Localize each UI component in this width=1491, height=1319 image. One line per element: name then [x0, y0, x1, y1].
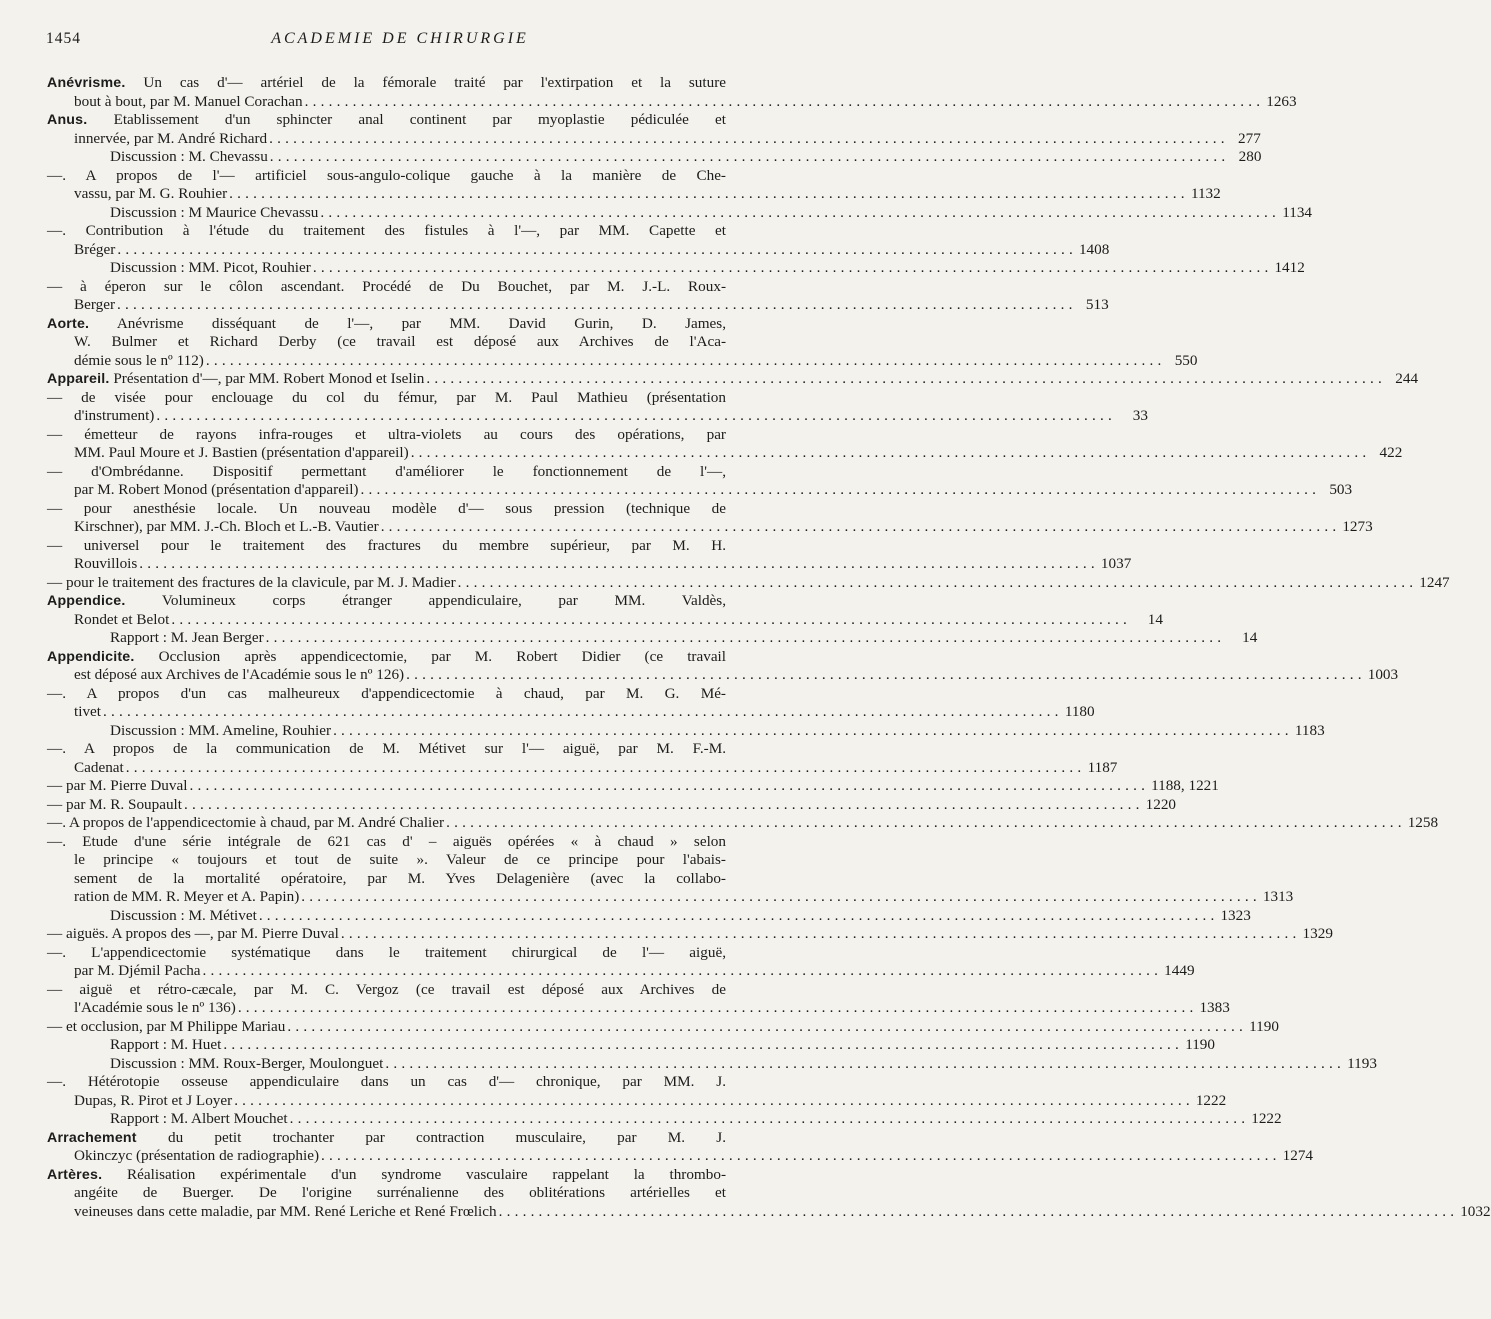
- leader-dots: ........................................................................................................................: [380, 518, 1341, 535]
- page-reference: 14: [1242, 629, 1258, 646]
- entry-line: — aiguë et rétro-cæcale, par M. C. Vergoz (ce travail est déposé aux Archives de: [47, 980, 726, 998]
- leader-dots: ........................................................................................................................: [258, 906, 1219, 924]
- entry-keyword: Appendice.: [47, 593, 126, 609]
- entry-last-line: Kirschner), par MM. J.-Ch. Bloch et L.-B. Vautier: [74, 518, 379, 535]
- page-reference: 280: [1238, 148, 1262, 165]
- index-entry-heading: [47, 314, 1198, 371]
- page-reference: 1134: [1282, 203, 1313, 221]
- leader-dots: ........................................................................................................................: [223, 1036, 1183, 1053]
- entry-line: du petit trochanter par contraction musculaire, par M. J.: [167, 1128, 727, 1146]
- entry-line: —. Contribution à l'étude du traitement des fistules à l'—, par MM. Capette et: [47, 222, 726, 239]
- leader-dots: ........................................................................................................................: [234, 1091, 1194, 1109]
- entry-line: —. Etude d'une série intégrale de 621 cas d' – aiguës opérées « à chaud » selon: [47, 832, 726, 850]
- index-entry-heading: [47, 1165, 1491, 1222]
- page-reference: 1187: [1087, 758, 1118, 776]
- leader-dots: ........................................................................................................................: [287, 1017, 1247, 1035]
- entry-last-line: Discussion : MM. Roux-Berger, Moulonguet: [110, 1054, 384, 1072]
- entry-line: angéite de Buerger. De l'origine surrénalienne des oblitérations artérielles et: [74, 1184, 726, 1201]
- entry-last-line: par M. Robert Monod (présentation d'appareil): [74, 481, 359, 498]
- entry-last-line: veineuses dans cette maladie, par MM. René Leriche et René Frœlich: [74, 1202, 497, 1220]
- entry-last-line: Présentation d'—, par MM. Robert Monod et Iselin: [113, 370, 425, 387]
- leader-dots: ........................................................................................................................: [360, 481, 1321, 498]
- index-entries: [47, 74, 1491, 1221]
- leader-dots: ........................................................................................................................: [237, 999, 1198, 1016]
- page-reference: 1132: [1190, 185, 1221, 202]
- entry-last-line: —. A propos de l'appendicectomie à chaud, par M. André Chalier: [47, 814, 445, 831]
- page-reference: 422: [1379, 444, 1403, 461]
- entry-last-line: — aiguës. A propos des —, par M. Pierre Duval: [47, 925, 339, 942]
- index-entry-heading: [47, 1128, 1314, 1166]
- index-entry-discussion: [74, 629, 1258, 648]
- entry-line: Occlusion après appendicectomie, par M. Robert Didier (ce travail: [158, 647, 726, 665]
- page-reference: 1220: [1145, 795, 1176, 813]
- index-entry-sub: [47, 499, 1373, 537]
- page-reference: 244: [1395, 370, 1419, 387]
- entry-line: — pour anesthésie locale. Un nouveau modèle d'— sous pression (technique de: [47, 499, 726, 517]
- leader-dots: ........................................................................................................................: [171, 610, 1131, 628]
- entry-last-line: — par M. Pierre Duval: [47, 777, 188, 794]
- page-reference: 513: [1085, 296, 1109, 313]
- index-entry-discussion: [74, 906, 1251, 926]
- entry-last-line: Rapport : M. Albert Mouchet: [110, 1110, 288, 1127]
- entry-last-line: Rouvillois: [74, 555, 138, 572]
- running-title: ACADEMIE DE CHIRURGIE: [271, 30, 529, 47]
- entry-last-line: Okinczyc (présentation de radiographie): [74, 1147, 320, 1164]
- entry-last-line: MM. Paul Moure et J. Bastien (présentation d'appareil): [74, 444, 409, 461]
- page-reference: 1222: [1251, 1110, 1282, 1127]
- leader-dots: ........................................................................................................................: [304, 92, 1265, 110]
- page-reference: 1003: [1367, 666, 1399, 683]
- page-reference: 1183: [1294, 721, 1325, 739]
- leader-dots: ........................................................................................................................: [446, 814, 1406, 831]
- entry-line: Anévrisme disséquant de l'—, par MM. David Gurin, D. James,: [116, 314, 726, 332]
- entry-last-line: l'Académie sous le nº 136): [74, 999, 236, 1016]
- index-entry-sub: [47, 277, 1109, 315]
- entry-line: —. A propos de la communication de M. Métivet sur l'— aiguë, par M. F.-M.: [47, 740, 726, 757]
- index-entry-sub: [47, 740, 1118, 777]
- index-entry-sub: [47, 832, 1294, 907]
- entry-last-line: Discussion : M Maurice Chevassu: [110, 203, 319, 221]
- page-reference: 1190: [1185, 1036, 1215, 1053]
- entry-line: — d'Ombrédanne. Dispositif permettant d'améliorer le fonctionnement de l'—,: [47, 462, 726, 480]
- entry-last-line: tivet: [74, 703, 101, 720]
- entry-line: sement de la mortalité opératoire, par M. Yves Delagenière (avec la collabo-: [74, 869, 726, 887]
- entry-line: —. Hétérotopie osseuse appendiculaire dans un cas d'— chronique, par MM. J.: [47, 1073, 726, 1090]
- index-entry-sub: [47, 166, 1221, 204]
- leader-dots: ........................................................................................................................: [406, 666, 1366, 683]
- entry-last-line: vassu, par M. G. Rouhier: [74, 185, 228, 202]
- index-entry-sub: [47, 925, 1333, 944]
- entry-last-line: Bréger: [74, 240, 116, 258]
- index-entry-heading: [47, 370, 1419, 389]
- index-entry-discussion: [74, 203, 1313, 223]
- entry-last-line: bout à bout, par M. Manuel Corachan: [74, 92, 303, 110]
- entry-keyword: Aorte.: [47, 315, 90, 332]
- entry-last-line: — par M. R. Soupault: [47, 795, 182, 813]
- entry-last-line: Discussion : MM. Picot, Rouhier: [110, 259, 311, 276]
- page-reference: 1180: [1064, 703, 1095, 720]
- leader-dots: ........................................................................................................................: [410, 444, 1371, 461]
- entry-line: —. L'appendicectomie systématique dans le traitement chirurgical de l'— aiguë,: [47, 943, 726, 961]
- index-entry-sub: [47, 1017, 1279, 1037]
- index-entry-sub: [47, 388, 1148, 426]
- entry-last-line: Discussion : MM. Ameline, Rouhier: [110, 721, 332, 739]
- entry-last-line: ration de MM. R. Meyer et A. Papin): [74, 888, 300, 905]
- page-reference: 1188, 1221: [1151, 777, 1219, 794]
- leader-dots: ........................................................................................................................: [312, 259, 1273, 276]
- page-reference: 33: [1132, 407, 1148, 424]
- index-entry-sub: [47, 777, 1219, 796]
- leader-dots: ........................................................................................................................: [139, 555, 1099, 572]
- entry-last-line: — pour le traitement des fractures de la clavicule, par M. J. Madier: [47, 573, 456, 591]
- entry-line: Réalisation expérimentale d'un syndrome vasculaire rappelant la thrombo-: [127, 1165, 726, 1183]
- page-reference: 1222: [1195, 1091, 1227, 1109]
- page-reference: 277: [1238, 129, 1261, 147]
- leader-dots: ........................................................................................................................: [320, 203, 1281, 221]
- entry-keyword: Appendicite.: [47, 648, 135, 665]
- page-reference: 1258: [1407, 814, 1439, 831]
- entry-line: Etablissement d'un sphincter anal continent par myoplastie pédiculée et: [113, 111, 726, 128]
- entry-line: — de visée pour enclouage du col du fémur, par M. Paul Mathieu (présentation: [47, 388, 726, 406]
- leader-dots: ........................................................................................................................: [125, 758, 1086, 776]
- entry-last-line: est déposé aux Archives de l'Académie sous le nº 126): [74, 666, 405, 683]
- index-entry-sub: [47, 943, 1195, 981]
- index-entry-sub: [47, 795, 1176, 815]
- entry-line: — émetteur de rayons infra-rouges et ultra-violets au cours des opérations, par: [47, 425, 726, 443]
- entry-last-line: Rapport : M. Jean Berger: [110, 629, 264, 646]
- index-entry-discussion: [74, 259, 1305, 278]
- leader-dots: ........................................................................................................................: [117, 240, 1077, 258]
- page-reference: 1412: [1274, 259, 1305, 276]
- leader-dots: ........................................................................................................................: [340, 925, 1301, 942]
- page-reference: 1313: [1262, 888, 1294, 905]
- index-entry-discussion: [74, 1110, 1282, 1129]
- index-entry-discussion: [74, 1036, 1215, 1055]
- page-reference: 1190: [1249, 1017, 1279, 1035]
- entry-keyword: Anévrisme.: [47, 75, 126, 91]
- entry-last-line: Rapport : M. Huet: [110, 1036, 222, 1053]
- page-reference: 1193: [1347, 1054, 1377, 1072]
- entry-keyword: Anus.: [47, 112, 88, 128]
- entry-last-line: Rondet et Belot: [74, 610, 170, 628]
- entry-last-line: Dupas, R. Pirot et J Loyer: [74, 1091, 233, 1109]
- entry-last-line: Cadenat: [74, 758, 124, 776]
- index-entry-heading: [47, 74, 1297, 111]
- page-reference: 1408: [1078, 240, 1110, 258]
- leader-dots: ........................................................................................................................: [333, 721, 1293, 739]
- page-reference: 550: [1174, 351, 1198, 369]
- index-entry-discussion: [74, 721, 1325, 741]
- entry-keyword: Artères.: [47, 1166, 103, 1183]
- index-entry-heading: [47, 592, 1163, 629]
- page-reference: 1274: [1282, 1147, 1314, 1164]
- leader-dots: ........................................................................................................................: [385, 1054, 1345, 1072]
- page-reference: 1037: [1100, 555, 1132, 572]
- index-entry-heading: [47, 111, 1261, 148]
- index-entry-heading: [47, 647, 1399, 685]
- leader-dots: ........................................................................................................................: [321, 1147, 1281, 1164]
- entry-line: le principe « toujours et tout de suite ». Valeur de ce principe pour l'abais-: [74, 851, 726, 868]
- entry-keyword: Appareil.: [47, 371, 110, 387]
- leader-dots: ........................................................................................................................: [289, 1110, 1250, 1127]
- entry-last-line: par M. Djémil Pacha: [74, 962, 201, 979]
- entry-line: W. Bulmer et Richard Derby (ce travail est déposé aux Archives de l'Aca-: [74, 333, 726, 350]
- leader-dots: ........................................................................................................................: [426, 370, 1387, 387]
- entry-keyword: Arrachement: [47, 1129, 137, 1146]
- entry-last-line: Discussion : M. Chevassu: [110, 148, 268, 165]
- leader-dots: ........................................................................................................................: [117, 296, 1077, 313]
- entry-last-line: innervée, par M. André Richard: [74, 129, 268, 147]
- leader-dots: ........................................................................................................................: [229, 185, 1189, 202]
- index-entry-sub: [47, 573, 1450, 593]
- page-reference: 1273: [1342, 518, 1373, 535]
- page-reference: 1263: [1266, 92, 1297, 110]
- page-reference: 1323: [1220, 906, 1251, 924]
- leader-dots: ........................................................................................................................: [498, 1202, 1459, 1220]
- index-entry-discussion: [74, 1054, 1377, 1074]
- leader-dots: ........................................................................................................................: [265, 629, 1226, 646]
- page-reference: 1247: [1419, 573, 1450, 591]
- entry-last-line: d'instrument): [74, 407, 155, 424]
- leader-dots: ........................................................................................................................: [156, 407, 1116, 424]
- entry-line: —. A propos de l'— artificiel sous-angulo-colique gauche à la manière de Che-: [47, 166, 726, 184]
- entry-line: — universel pour le traitement des fractures du membre supérieur, par M. H.: [47, 536, 726, 554]
- index-entry-sub: [47, 222, 1110, 259]
- leader-dots: ........................................................................................................................: [202, 962, 1163, 979]
- leader-dots: ........................................................................................................................: [103, 703, 1063, 720]
- entry-last-line: Discussion : M. Métivet: [110, 906, 257, 924]
- page-reference: 1449: [1164, 962, 1195, 979]
- entry-line: — à éperon sur le côlon ascendant. Procédé de Du Bouchet, par M. J.-L. Roux-: [47, 277, 726, 295]
- leader-dots: ........................................................................................................................: [205, 351, 1166, 369]
- index-entry-sub: [47, 462, 1353, 500]
- index-entry-sub: [47, 980, 1230, 1018]
- index-entry-sub: [47, 425, 1403, 463]
- page-reference: 503: [1329, 481, 1353, 498]
- page-reference: 1032: [1460, 1202, 1491, 1220]
- entry-last-line: Berger: [74, 296, 116, 313]
- running-header: [46, 30, 754, 56]
- page-number: 1454: [46, 30, 81, 47]
- leader-dots: ........................................................................................................................: [457, 573, 1418, 591]
- page-reference: 1383: [1199, 999, 1230, 1016]
- entry-line: Un cas d'— artériel de la fémorale traité par l'extirpation et la suture: [143, 74, 727, 91]
- index-entry-sub: [47, 1073, 1227, 1110]
- index-entry-sub: [47, 684, 1095, 722]
- entry-line: —. A propos d'un cas malheureux d'appendicectomie à chaud, par M. G. Mé-: [47, 684, 726, 702]
- leader-dots: ........................................................................................................................: [269, 148, 1230, 165]
- index-entry-discussion: [74, 148, 1262, 167]
- page-reference: 1329: [1302, 925, 1333, 942]
- entry-line: Volumineux corps étranger appendiculaire, par MM. Valdès,: [161, 592, 726, 609]
- entry-last-line: démie sous le nº 112): [74, 351, 204, 369]
- page-reference: 14: [1147, 610, 1163, 628]
- leader-dots: ........................................................................................................................: [189, 777, 1150, 794]
- index-entry-sub: [47, 814, 1439, 833]
- leader-dots: ........................................................................................................................: [301, 888, 1261, 905]
- index-entry-sub: [47, 536, 1132, 574]
- leader-dots: ........................................................................................................................: [184, 795, 1144, 813]
- leader-dots: ........................................................................................................................: [269, 129, 1229, 147]
- entry-last-line: — et occlusion, par M Philippe Mariau: [47, 1017, 286, 1035]
